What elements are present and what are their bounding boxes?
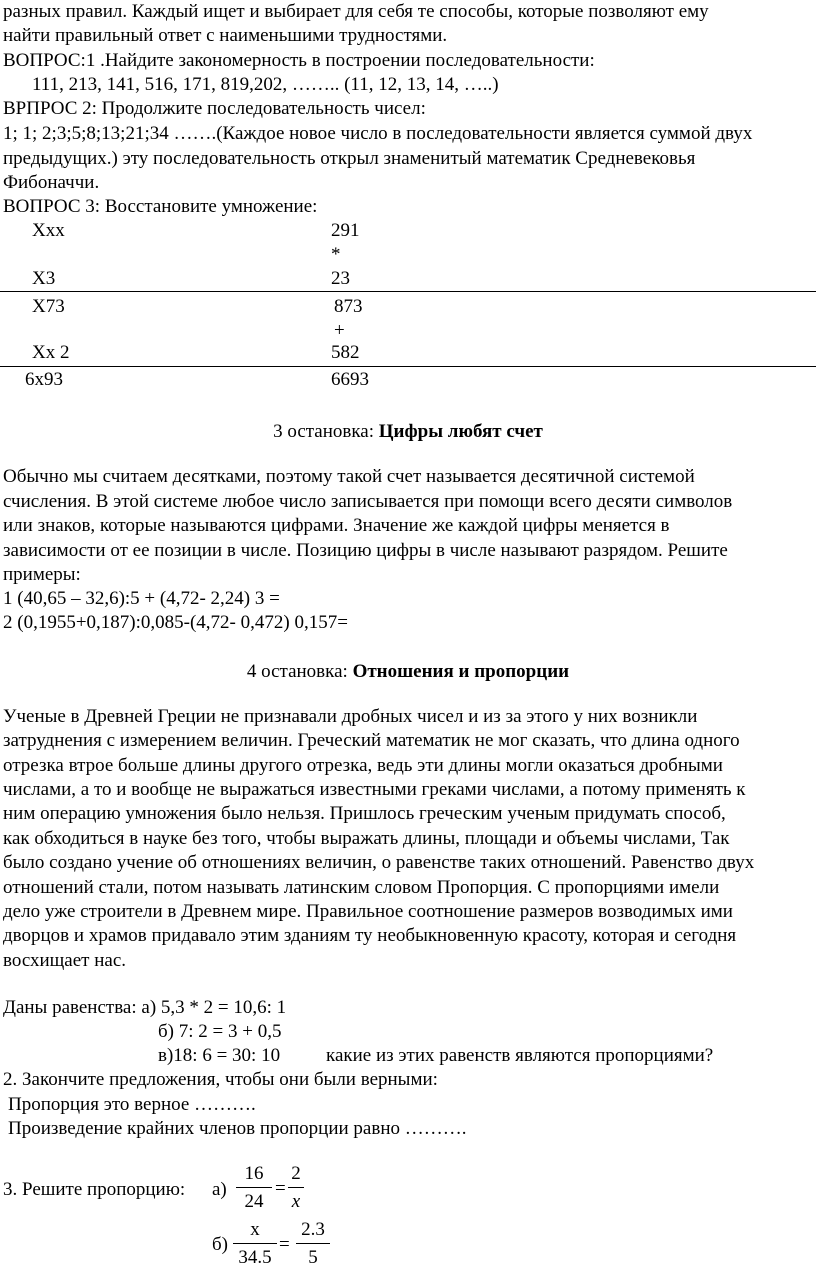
stop-3-paragraph-line-5: примеры: (3, 564, 81, 585)
fraction-b-left (233, 1218, 277, 1270)
task-3-label-b: б) (212, 1234, 228, 1255)
stop-4-line: дворцов и храмов придавало этим зданиям ту необыкновенную красоту, которая и сегодня (3, 925, 737, 946)
stop-4-line: дело уже строители в Древнем мире. Правильное соотношение размеров возводимых ими (3, 901, 733, 922)
left-row-5: 6x93 (25, 369, 63, 390)
stop-4-line: ним операцию умножения было нельзя. Пришлось греческим ученым придумать способ, (3, 803, 726, 824)
fraction-a-denominator-1: 24 (244, 1191, 264, 1212)
given-equalities-b: б) 7: 2 = 3 + 0,5 (158, 1021, 282, 1042)
question-2-title: ВРПРОС 2: Продолжите последовательность чисел: (3, 98, 426, 119)
example-2: 2 (0,1955+0,187):0,085-(4,72- 0,472) 0,157= (3, 612, 348, 633)
right-row-5: 6693 (331, 369, 369, 390)
given-question: какие из этих равенств являются пропорциями? (326, 1045, 714, 1066)
task-2-sentence-b: Произведение крайних членов пропорции равно ………. (8, 1118, 467, 1139)
given-equalities-c: в)18: 6 = 30: 10 (158, 1045, 281, 1066)
fraction-bar (233, 1243, 277, 1244)
fraction-a-numerator-2: 2 (291, 1163, 301, 1184)
left-row-2: X3 (32, 268, 56, 289)
question-2-line-2: предыдущих.) эту последовательность открыл знаменитый математик Средневековья (3, 148, 696, 169)
given-equalities-a: Даны равенства: а) 5,3 * 2 = 10,6: 1 (3, 997, 287, 1018)
fraction-a-denominator-2: x (291, 1191, 301, 1212)
intro-line-2: найти правильный ответ с наименьшими трудностями. (3, 25, 448, 46)
stop-4-label: 4 остановка: (246, 661, 353, 682)
stop-3-paragraph-line-4: зависимости от ее позиции в числе. Позицию цифры в числе называют разрядом. Решите (3, 540, 728, 561)
stop-3-heading (0, 420, 816, 444)
question-1-sequence: 111, 213, 141, 516, 171, 819,202, …….. (11, 12, 13, 14, …..) (32, 74, 499, 95)
fraction-b-equals: = (279, 1234, 290, 1255)
fraction-a-equals: = (275, 1178, 286, 1199)
stop-4-line: Ученые в Древней Греции не признавали дробных чисел и из за этого у них возникли (3, 706, 698, 727)
fraction-b-right (296, 1218, 330, 1270)
left-row-3: X73 (32, 296, 65, 317)
stop-3-label: 3 остановка: (273, 421, 379, 442)
multiply-sign: * (331, 244, 341, 265)
plus-sign: + (334, 320, 345, 341)
left-row-4: Xx 2 (32, 342, 70, 363)
task-3-label-a: а) (212, 1179, 227, 1200)
fraction-a-right (288, 1162, 304, 1214)
right-row-4: 582 (331, 342, 360, 363)
fraction-b-numerator-1: x (250, 1219, 260, 1240)
stop-4-title: Отношения и пропорции (352, 661, 570, 682)
example-1: 1 (40,65 – 32,6):5 + (4,72- 2,24) 3 = (3, 588, 280, 609)
stop-4-line: как обходиться в науке без того, чтобы выражать длины, площади и объемы числами, Так (3, 828, 730, 849)
fraction-b-numerator-2: 2.3 (301, 1219, 325, 1240)
stop-3-paragraph-line-3: или знаков, которые называются цифрами. Значение же каждой цифры меняется в (3, 515, 670, 536)
question-2-line-1: 1; 1; 2;3;5;8;13;21;34 …….(Каждое новое число в последовательности является суммой двух (3, 123, 753, 144)
stop-3-paragraph-line-2: счисления. В этой системе любое число записывается при помощи всего десяти символов (3, 491, 733, 512)
fraction-bar (296, 1243, 330, 1244)
stop-4-line: было создано учение об отношениях величин, о равенстве таких отношений. Равенство двух (3, 852, 755, 873)
stop-4-line: восхищает нас. (3, 950, 126, 971)
right-row-1: 291 (331, 220, 360, 241)
fraction-b-denominator-2: 5 (308, 1247, 318, 1268)
fraction-bar (288, 1187, 304, 1188)
task-3-title: 3. Решите пропорцию: (3, 1179, 186, 1200)
stop-3-paragraph-line-1: Обычно мы считаем десятками, поэтому такой счет называется десятичной системой (3, 466, 695, 487)
fraction-bar (236, 1187, 272, 1188)
stop-4-line: затруднения с измерением величин. Греческий математик не мог сказать, что длина одного (3, 730, 740, 751)
fraction-a-left (236, 1162, 272, 1214)
separator-line-2 (0, 366, 816, 367)
stop-4-heading (0, 660, 816, 684)
question-3-title: ВОПРОС 3: Восстановите умножение: (3, 196, 318, 217)
separator-line-1 (0, 291, 816, 292)
right-row-3: 873 (334, 296, 363, 317)
stop-4-line: числами, а то и вообще не выражаться известными греками числами, а потому применять к (3, 779, 746, 800)
fraction-a-numerator-1: 16 (244, 1163, 264, 1184)
stop-3-title: Цифры любят счет (378, 421, 543, 442)
question-2-line-3: Фибоначчи. (3, 172, 100, 193)
stop-4-line: отношений стали, потом называть латинским словом Пропорция. С пропорциями имели (3, 877, 720, 898)
stop-4-line: отрезка втрое больше длины другого отрезка, ведь эти длины могли оказаться дробными (3, 755, 723, 776)
left-row-1: Xxx (32, 220, 65, 241)
right-row-2: 23 (331, 268, 350, 289)
fraction-b-denominator-1: 34.5 (238, 1247, 272, 1268)
intro-line-1: разных правил. Каждый ищет и выбирает для себя те способы, которые позволяют ему (3, 1, 709, 22)
question-1-title: ВОПРОС:1 .Найдите закономерность в построении последовательности: (3, 50, 595, 71)
task-2-sentence-a: Пропорция это верное ………. (8, 1094, 256, 1115)
task-2-title: 2. Закончите предложения, чтобы они были верными: (3, 1069, 438, 1090)
